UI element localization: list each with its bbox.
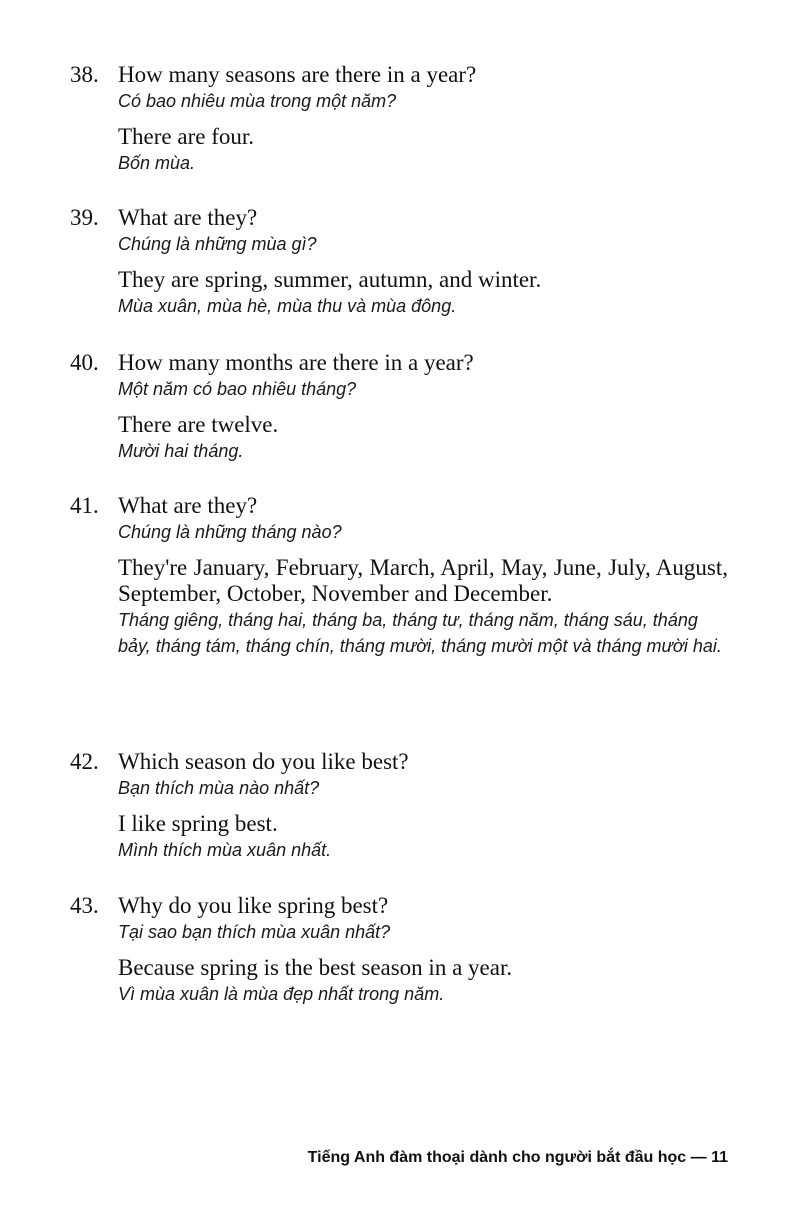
answer-vi: Tháng giêng, tháng hai, tháng ba, tháng tư, tháng năm, tháng sáu, tháng bảy, tháng tám, tháng chín, tháng mười, tháng mười một và tháng mười hai. [118, 610, 722, 656]
dialogue-entry-41 [70, 493, 735, 659]
answer-en: I like spring best. [118, 811, 278, 836]
answer-vi: Bốn mùa. [118, 153, 196, 173]
question-en: How many seasons are there in a year? [118, 62, 477, 87]
question-vi: Chúng là những mùa gì? [118, 234, 317, 254]
answer-en: There are four. [118, 124, 255, 149]
page-footer [308, 1148, 728, 1168]
answer-en: They are spring, summer, autumn, and winter. [118, 267, 542, 292]
answer-en: There are twelve. [118, 412, 279, 437]
question-en: What are they? [118, 205, 258, 230]
dialogue-entry-42 [70, 749, 735, 863]
answer-vi: Mười hai tháng. [118, 441, 244, 461]
answer-en: They're January, February, March, April, May, June, July, August, September, October, November and December. [118, 555, 728, 606]
dialogue-entry-43 [70, 893, 735, 1007]
dialogue-entry-40 [70, 350, 735, 464]
question-en: Why do you like spring best? [118, 893, 389, 918]
question-en: Which season do you like best? [118, 749, 409, 774]
entry-number: 41. [70, 493, 99, 518]
answer-en: Because spring is the best season in a year. [118, 955, 513, 980]
footer-book-title: Tiếng Anh đàm thoại dành cho người bắt đầu học [307, 1149, 687, 1166]
page-number: 11 [711, 1149, 728, 1166]
question-vi: Có bao nhiêu mùa trong một năm? [118, 91, 397, 111]
answer-vi: Mình thích mùa xuân nhất. [118, 840, 332, 860]
question-vi: Chúng là những tháng nào? [118, 522, 342, 542]
question-vi: Bạn thích mùa nào nhất? [118, 778, 320, 798]
dialogue-entry-39 [70, 205, 735, 319]
question-en: How many months are there in a year? [118, 350, 474, 375]
question-en: What are they? [118, 493, 258, 518]
entry-number: 38. [70, 62, 99, 87]
entry-number: 40. [70, 350, 99, 375]
question-vi: Tại sao bạn thích mùa xuân nhất? [118, 922, 391, 942]
entry-number: 43. [70, 893, 99, 918]
answer-vi: Mùa xuân, mùa hè, mùa thu và mùa đông. [118, 296, 457, 316]
dialogue-entry-38 [70, 62, 735, 176]
entry-number: 42. [70, 749, 99, 774]
entry-number: 39. [70, 205, 99, 230]
question-vi: Một năm có bao nhiêu tháng? [118, 379, 357, 399]
footer-separator: — [690, 1149, 707, 1166]
answer-vi: Vì mùa xuân là mùa đẹp nhất trong năm. [118, 984, 445, 1004]
